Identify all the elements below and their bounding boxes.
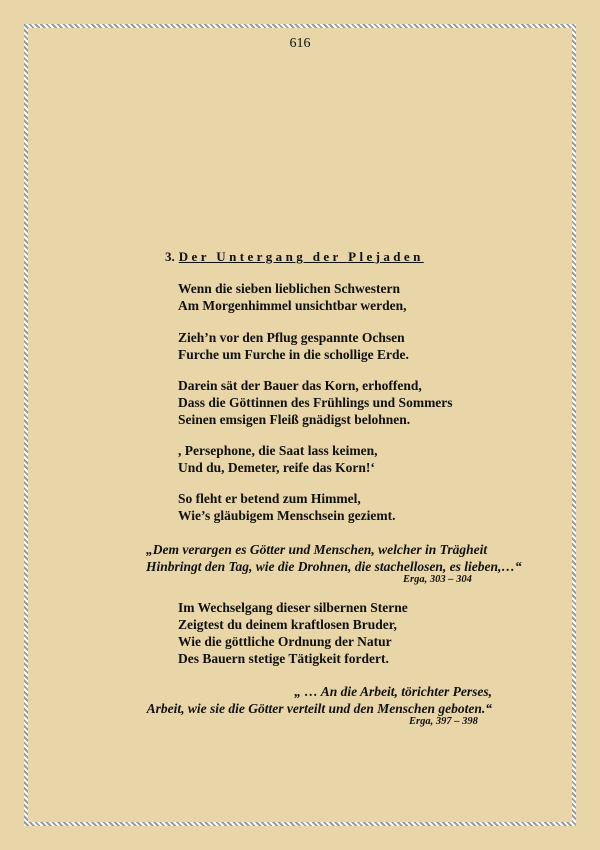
quote-line: Arbeit, wie sie die Götter verteilt und den Menschen geboten.“ [146, 701, 492, 716]
verse-line: Darein sät der Bauer das Korn, erhoffend, [178, 378, 422, 393]
verse-line: Furche um Furche in die schollige Erde. [178, 347, 409, 362]
verse-line: Am Morgenhimmel unsichtbar werden, [178, 298, 407, 313]
quote-1 [146, 541, 522, 575]
verse-line: Wenn die sieben lieblichen Schwestern [178, 281, 401, 296]
quote-2 [147, 683, 492, 717]
verse-line: Wie die göttliche Ordnung der Natur [178, 634, 392, 649]
heading-number: 3. [165, 249, 175, 264]
verse-line: Wie’s gläubigem Menschsein geziemt. [178, 508, 396, 523]
verse-line: Und du, Demeter, reife das Korn!‘ [178, 460, 375, 475]
verse-line: Dass die Göttinnen des Frühlings und Sommers [178, 395, 453, 410]
verse-line: Zieh’n vor den Pflug gespannte Ochsen [178, 330, 405, 345]
quote-line: „ … An die Arbeit, törichter Perses, [294, 684, 492, 699]
quote-1-reference: Erga, 303 – 304 [403, 574, 472, 585]
verse-line: , Persephone, die Saat lass keimen, [178, 443, 378, 458]
page-number: 616 [289, 36, 311, 51]
verse-line: So fleht er betend zum Himmel, [178, 491, 361, 506]
quote-2-reference: Erga, 397 – 398 [409, 716, 478, 727]
stanza-6 [178, 599, 408, 667]
stanza-4 [178, 442, 378, 476]
verse-line: Des Bauern stetige Tätigkeit fordert. [178, 651, 389, 666]
verse-line: Zeigtest du deinem kraftlosen Bruder, [178, 617, 397, 632]
stanza-2 [178, 329, 409, 363]
verse-line: Seinen emsigen Fleiß gnädigst belohnen. [178, 412, 411, 427]
quote-line: Hinbringt den Tag, wie die Drohnen, die stachellosen, es lieben,…“ [146, 559, 522, 574]
quote-line: „Dem verargen es Götter und Menschen, welcher in Trägheit [146, 542, 488, 557]
poem-title: Der Untergang der Plejaden [178, 249, 424, 264]
poem-heading [165, 249, 424, 265]
stanza-5 [178, 490, 395, 524]
verse-line: Im Wechselgang dieser silbernen Sterne [178, 600, 408, 615]
stanza-1 [178, 280, 407, 314]
stanza-3 [178, 377, 453, 428]
